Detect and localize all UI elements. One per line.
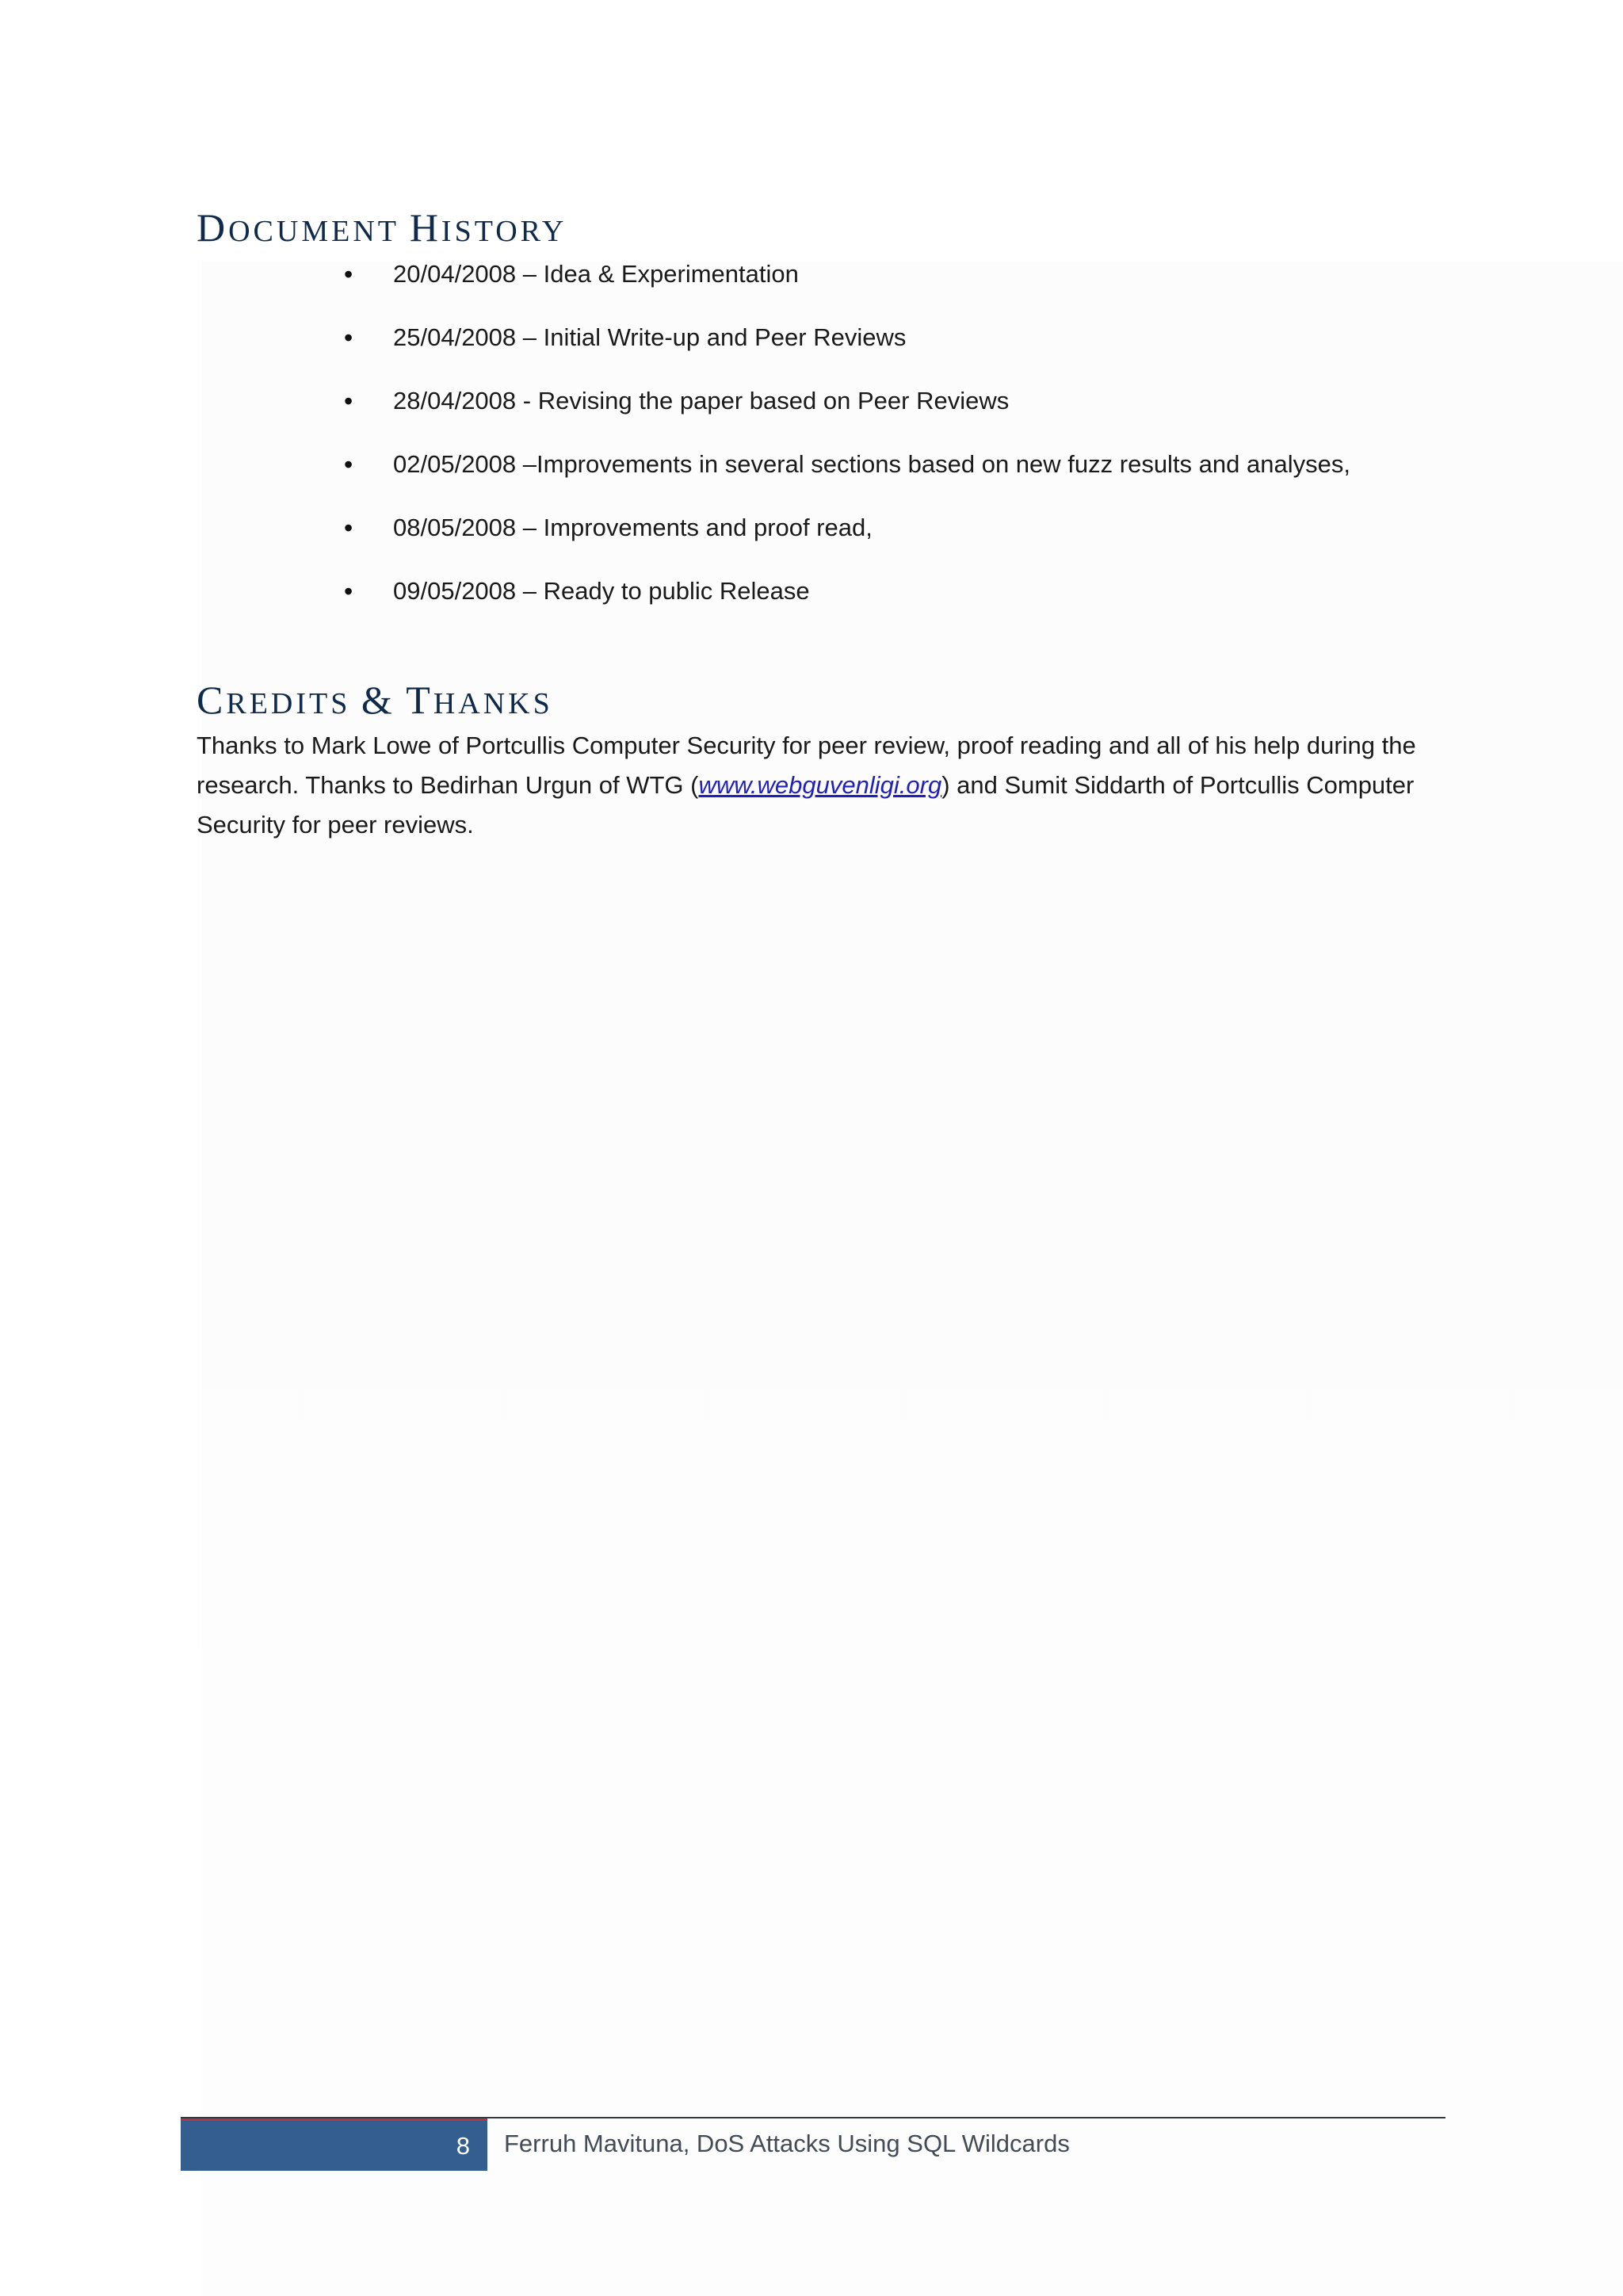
heading-rest: HANKS: [433, 687, 553, 720]
bullet-icon: •: [344, 450, 353, 479]
page-number: 8: [456, 2132, 470, 2160]
history-entry-text: 25/04/2008 – Initial Write-up and Peer Reviews: [393, 323, 907, 351]
heading-rest: REDITS: [226, 687, 351, 720]
credits-thanks-heading: [197, 680, 553, 720]
heading-initial: H: [409, 205, 441, 250]
credits-paragraph: [197, 726, 1433, 845]
footer-document-title: Ferruh Mavituna, DoS Attacks Using SQL Wildcards: [504, 2130, 1070, 2157]
webguvenligi-link[interactable]: www.webguvenligi.org: [698, 771, 942, 799]
bullet-icon: •: [344, 260, 353, 288]
bullet-icon: •: [344, 514, 353, 542]
credits-text-before-link: Thanks to Mark Lowe of Portcullis Computer Security for peer review, proof reading and all of his help during the research. Thanks to Bedirhan Urgun of WTG (: [197, 732, 1416, 799]
credits-text-after-link: ) and Sumit Siddarth of Portcullis Computer Security for peer reviews.: [197, 771, 1415, 839]
history-entry-text: 28/04/2008 - Revising the paper based on Peer Reviews: [393, 387, 1010, 415]
history-entry-text: 20/04/2008 – Idea & Experimentation: [393, 260, 799, 288]
page-background: [202, 262, 1623, 2296]
footer-page-block: [181, 2118, 487, 2171]
bullet-icon: •: [344, 387, 353, 415]
bullet-icon: •: [344, 323, 353, 352]
history-entry-text: 09/05/2008 – Ready to public Release: [393, 577, 810, 605]
heading-ampersand: &: [361, 678, 395, 722]
heading-rest: ISTORY: [441, 215, 567, 248]
document-history-heading: [197, 205, 567, 250]
history-entry-text: 08/05/2008 – Improvements and proof read,: [393, 514, 873, 541]
history-entry-text: 02/05/2008 –Improvements in several sections based on new fuzz results and analyses,: [393, 450, 1350, 478]
heading-initial: C: [197, 678, 227, 722]
bullet-icon: •: [344, 577, 353, 606]
heading-rest: OCUMENT: [228, 215, 399, 248]
heading-initial: D: [197, 205, 229, 250]
heading-initial: T: [406, 678, 433, 722]
